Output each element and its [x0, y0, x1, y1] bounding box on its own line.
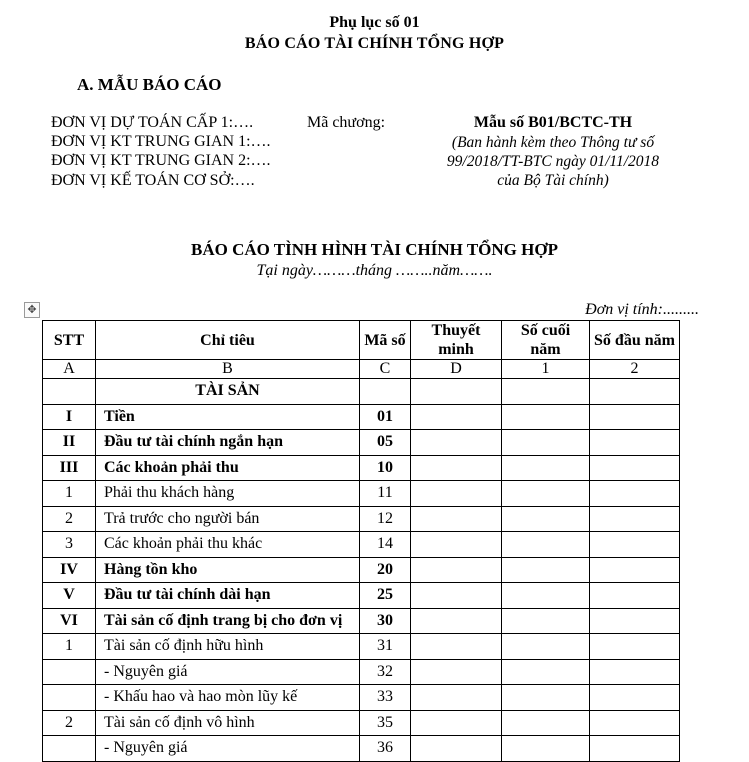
row-year-end-cell[interactable] [502, 659, 590, 685]
row-code[interactable]: 25 [360, 583, 411, 609]
form-note-line: 99/2018/TT-BTC ngày 01/11/2018 [446, 153, 660, 170]
row-year-end-cell[interactable] [502, 481, 590, 507]
row-year-end-cell[interactable] [502, 455, 590, 481]
row-indicator[interactable]: Tài sản cố định trang bị cho đơn vị [96, 608, 360, 634]
row-code[interactable]: 32 [360, 659, 411, 685]
table-cell[interactable] [43, 379, 96, 405]
row-code[interactable]: 14 [360, 532, 411, 558]
column-letter-row [43, 360, 680, 379]
column-header-year-end: Số cuối năm [502, 321, 590, 360]
table-row [43, 481, 680, 507]
table-row [43, 532, 680, 558]
form-number: Mẫu số B01/BCTC-TH [473, 114, 633, 131]
column-letter: B [96, 360, 360, 379]
row-year-start-cell[interactable] [590, 430, 680, 456]
row-code[interactable]: 31 [360, 634, 411, 660]
row-note-cell[interactable] [411, 481, 502, 507]
row-year-start-cell[interactable] [590, 583, 680, 609]
unit-line-budget-level-1: ĐƠN VỊ DỰ TOÁN CẤP 1:…. [51, 114, 254, 131]
row-year-end-cell[interactable] [502, 506, 590, 532]
table-row [43, 455, 680, 481]
chapter-code-label: Mã chương: [307, 114, 386, 131]
row-year-end-cell[interactable] [502, 608, 590, 634]
row-indicator[interactable]: Tài sản cố định vô hình [96, 710, 360, 736]
table-move-handle-icon[interactable]: ✥ [24, 302, 40, 318]
form-note-line: của Bộ Tài chính) [497, 172, 609, 189]
row-note-cell[interactable] [411, 404, 502, 430]
row-indicator[interactable]: - Nguyên giá [96, 736, 360, 762]
table-row [43, 608, 680, 634]
table-row [43, 710, 680, 736]
column-header-indicator: Chỉ tiêu [96, 321, 360, 360]
currency-unit-label: Đơn vị tính:......... [585, 301, 699, 318]
table-row [43, 404, 680, 430]
row-note-cell[interactable] [411, 659, 502, 685]
form-note-line: (Ban hành kèm theo Thông tư số [451, 134, 655, 151]
row-year-end-cell[interactable] [502, 404, 590, 430]
row-year-end-cell[interactable] [502, 736, 590, 762]
row-stt[interactable]: I [43, 404, 96, 430]
column-header-year-start: Số đầu năm [590, 321, 680, 360]
column-header-note: Thuyết minh [411, 321, 502, 360]
table-cell[interactable] [360, 379, 411, 405]
table-cell[interactable] [590, 379, 680, 405]
row-stt[interactable]: 1 [43, 634, 96, 660]
row-stt[interactable]: IV [43, 557, 96, 583]
unit-line-base-accounting: ĐƠN VỊ KẾ TOÁN CƠ SỞ:…. [51, 172, 255, 189]
row-year-start-cell[interactable] [590, 685, 680, 711]
row-indicator[interactable]: Tài sản cố định hữu hình [96, 634, 360, 660]
column-letter: 1 [502, 360, 590, 379]
row-year-start-cell[interactable] [590, 481, 680, 507]
row-year-start-cell[interactable] [590, 455, 680, 481]
table-row [43, 736, 680, 762]
row-year-start-cell[interactable] [590, 659, 680, 685]
row-indicator[interactable]: - Khấu hao và hao mòn lũy kế [96, 685, 360, 711]
row-indicator[interactable]: Phải thu khách hàng [96, 481, 360, 507]
table-row [43, 634, 680, 660]
row-year-end-cell[interactable] [502, 685, 590, 711]
unit-line-intermediate-1: ĐƠN VỊ KT TRUNG GIAN 1:…. [51, 133, 271, 150]
row-stt[interactable]: 2 [43, 710, 96, 736]
column-letter: D [411, 360, 502, 379]
row-note-cell[interactable] [411, 634, 502, 660]
column-letter: A [43, 360, 96, 379]
row-stt[interactable]: VI [43, 608, 96, 634]
column-header-code: Mã số [360, 321, 411, 360]
row-year-end-cell[interactable] [502, 710, 590, 736]
row-code[interactable]: 35 [360, 710, 411, 736]
report-date-line: Tại ngày………tháng ……..năm……. [256, 262, 493, 279]
row-code[interactable]: 12 [360, 506, 411, 532]
table-row [43, 583, 680, 609]
row-year-start-cell[interactable] [590, 710, 680, 736]
row-stt[interactable]: 1 [43, 481, 96, 507]
row-stt[interactable]: 2 [43, 506, 96, 532]
row-indicator[interactable]: Trả trước cho người bán [96, 506, 360, 532]
document-title: BÁO CÁO TÀI CHÍNH TỔNG HỢP [244, 35, 505, 52]
report-title: BÁO CÁO TÌNH HÌNH TÀI CHÍNH TỔNG HỢP [191, 240, 558, 259]
unit-line-intermediate-2: ĐƠN VỊ KT TRUNG GIAN 2:…. [51, 152, 271, 169]
column-letter: C [360, 360, 411, 379]
row-note-cell[interactable] [411, 455, 502, 481]
row-code[interactable]: 10 [360, 455, 411, 481]
column-header-stt: STT [43, 321, 96, 360]
row-year-start-cell[interactable] [590, 557, 680, 583]
row-indicator[interactable]: Đầu tư tài chính ngắn hạn [96, 430, 360, 456]
row-indicator[interactable]: Các khoản phải thu [96, 455, 360, 481]
row-code[interactable]: 11 [360, 481, 411, 507]
row-stt[interactable] [43, 685, 96, 711]
row-stt[interactable]: V [43, 583, 96, 609]
row-code[interactable]: 20 [360, 557, 411, 583]
row-note-cell[interactable] [411, 608, 502, 634]
row-year-start-cell[interactable] [590, 506, 680, 532]
row-indicator[interactable]: Tiền [96, 404, 360, 430]
table-cell[interactable] [502, 379, 590, 405]
row-year-start-cell[interactable] [590, 404, 680, 430]
table-row [43, 659, 680, 685]
row-year-end-cell[interactable] [502, 430, 590, 456]
column-letter: 2 [590, 360, 680, 379]
row-note-cell[interactable] [411, 430, 502, 456]
row-note-cell[interactable] [411, 736, 502, 762]
row-year-start-cell[interactable] [590, 532, 680, 558]
row-code[interactable]: 33 [360, 685, 411, 711]
table-header-row [43, 321, 680, 360]
row-indicator[interactable]: - Nguyên giá [96, 659, 360, 685]
section-heading: A. MẪU BÁO CÁO [77, 75, 222, 94]
table-row [43, 685, 680, 711]
row-note-cell[interactable] [411, 557, 502, 583]
group-heading-assets[interactable]: TÀI SẢN [96, 379, 360, 405]
row-stt[interactable]: 3 [43, 532, 96, 558]
row-stt[interactable]: II [43, 430, 96, 456]
row-year-start-cell[interactable] [590, 736, 680, 762]
row-note-cell[interactable] [411, 685, 502, 711]
row-note-cell[interactable] [411, 532, 502, 558]
row-year-start-cell[interactable] [590, 634, 680, 660]
row-indicator[interactable]: Hàng tồn kho [96, 557, 360, 583]
row-stt[interactable]: III [43, 455, 96, 481]
row-code[interactable]: 05 [360, 430, 411, 456]
row-year-start-cell[interactable] [590, 608, 680, 634]
row-indicator[interactable]: Đầu tư tài chính dài hạn [96, 583, 360, 609]
table-row [43, 506, 680, 532]
row-note-cell[interactable] [411, 710, 502, 736]
row-code[interactable]: 01 [360, 404, 411, 430]
row-year-end-cell[interactable] [502, 634, 590, 660]
row-year-end-cell[interactable] [502, 557, 590, 583]
row-indicator[interactable]: Các khoản phải thu khác [96, 532, 360, 558]
row-code[interactable]: 30 [360, 608, 411, 634]
row-note-cell[interactable] [411, 583, 502, 609]
appendix-label: Phụ lục số 01 [329, 14, 420, 31]
financial-report-table [42, 320, 680, 762]
row-note-cell[interactable] [411, 506, 502, 532]
row-code[interactable]: 36 [360, 736, 411, 762]
row-stt[interactable] [43, 736, 96, 762]
row-stt[interactable] [43, 659, 96, 685]
table-row [43, 557, 680, 583]
group-heading-row [43, 379, 680, 405]
row-year-end-cell[interactable] [502, 532, 590, 558]
table-cell[interactable] [411, 379, 502, 405]
row-year-end-cell[interactable] [502, 583, 590, 609]
table-row [43, 430, 680, 456]
